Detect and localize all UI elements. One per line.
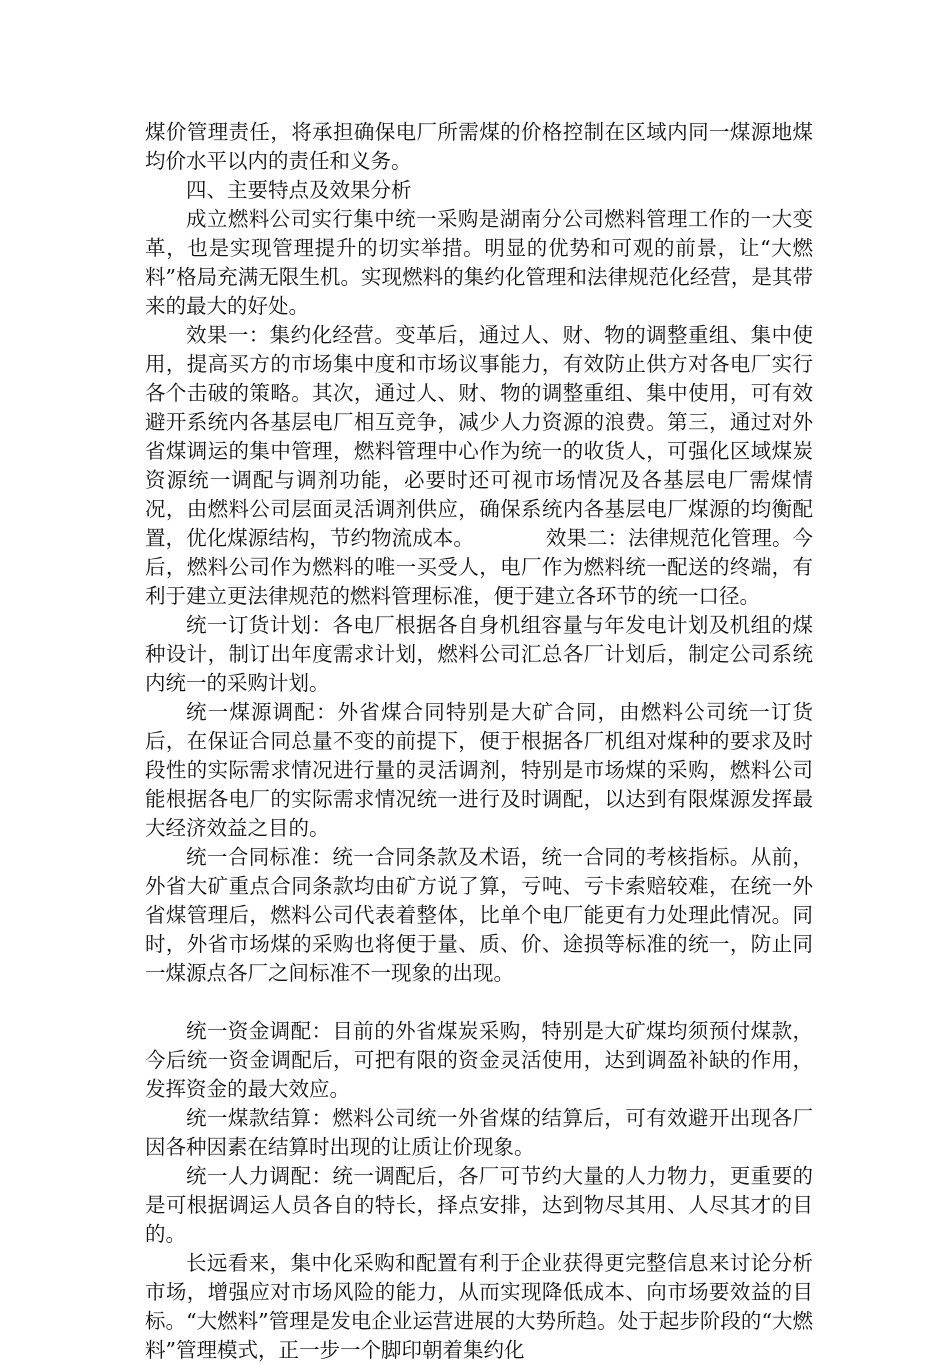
paragraph-intro: 成立燃料公司实行集中统一采购是湖南分公司燃料管理工作的一大变革，也是实现管理提升的切实举措。明显的优势和可观的前景，让“大燃料”格局充满无限生机。实现燃料的集约化管理和法律规范化经营，是其带来的最大的好处。 [145,207,813,318]
paragraph-continuation: 煤价管理责任，将承担确保电厂所需煤的价格控制在区域内同一煤源地煤均价水平以内的责任和义务。 [145,120,813,173]
paragraph-order-plan: 统一订货计划：各电厂根据各自身机组容量与年发电计划及机组的煤种设计，制订出年度需求计划，燃料公司汇总各厂计划后，制定公司系统内统一的采购计划。 [145,613,813,695]
paragraph-settlement: 统一煤款结算：燃料公司统一外省煤的结算后，可有效避开出现各厂因各种因素在结算时出现的让质让价现象。 [145,1106,813,1159]
paragraph-coal-source: 统一煤源调配：外省煤合同特别是大矿合同，由燃料公司统一订货后，在保证合同总量不变的前提下，便于根据各厂机组对煤种的要求及时段性的实际需求情况进行量的灵活调剂，特别是市场煤的采购，燃料公司能根据各电厂的实际需求情况统一进行及时调配，以达到有限煤源发挥最大经济效益之目的。 [145,700,813,840]
document-body [145,118,813,1365]
paragraph-fund-allocation: 统一资金调配：目前的外省煤炭采购，特别是大矿煤均须预付煤款，今后统一资金调配后，可把有限的资金灵活使用，达到调盈补缺的作用，发挥资金的最大效应。 [145,1019,813,1101]
paragraph-gap [145,988,813,1017]
paragraph-manpower: 统一人力调配：统一调配后，各厂可节约大量的人力物力，更重要的是可根据调运人员各自的特长，择点安排，达到物尽其用、人尽其才的目的。 [145,1164,813,1246]
paragraph-contract-standard: 统一合同标准：统一合同条款及术语，统一合同的考核指标。从前，外省大矿重点合同条款均由矿方说了算，亏吨、亏卡索赔较难，在统一外省煤管理后，燃料公司代表着整体，比单个电厂能更有力处理此情况。同时，外省市场煤的采购也将便于量、质、价、途损等标准的统一，防止同一煤源点各厂之间标准不一现象的出现。 [145,845,813,985]
paragraph-effects: 效果一：集约化经营。变革后，通过人、财、物的调整重组、集中使用，提高买方的市场集中度和市场议事能力，有效防止供方对各电厂实行各个击破的策略。其次，通过人、财、物的调整重组、集中使用，可有效避开系统内各基层电厂相互竞争，减少人力资源的浪费。第三，通过对外省煤调运的集中管理，燃料管理中心作为统一的收货人，可强化区域煤炭资源统一调配与调剂功能，必要时还可视市场情况及各基层电厂需煤情况，由燃料公司层面灵活调剂供应，确保系统内各基层电厂煤源的均衡配置，优化煤源结构，节约物流成本。 效果二：法律规范化管理。今后，燃料公司作为燃料的唯一买受人，电厂作为燃料统一配送的终端，有利于建立更法律规范的燃料管理标准，便于建立各环节的统一口径。 [145,323,813,608]
paragraph-outlook: 长远看来，集中化采购和配置有利于企业获得更完整信息来讨论分析市场，增强应对市场风险的能力，从而实现降低成本、向市场要效益的目标。“大燃料”管理是发电企业运营进展的大势所趋。处于起步阶段的“大燃料”管理模式，正一步一个脚印朝着集约化 [145,1251,813,1362]
section-heading: 四、主要特点及效果分析 [186,178,412,202]
